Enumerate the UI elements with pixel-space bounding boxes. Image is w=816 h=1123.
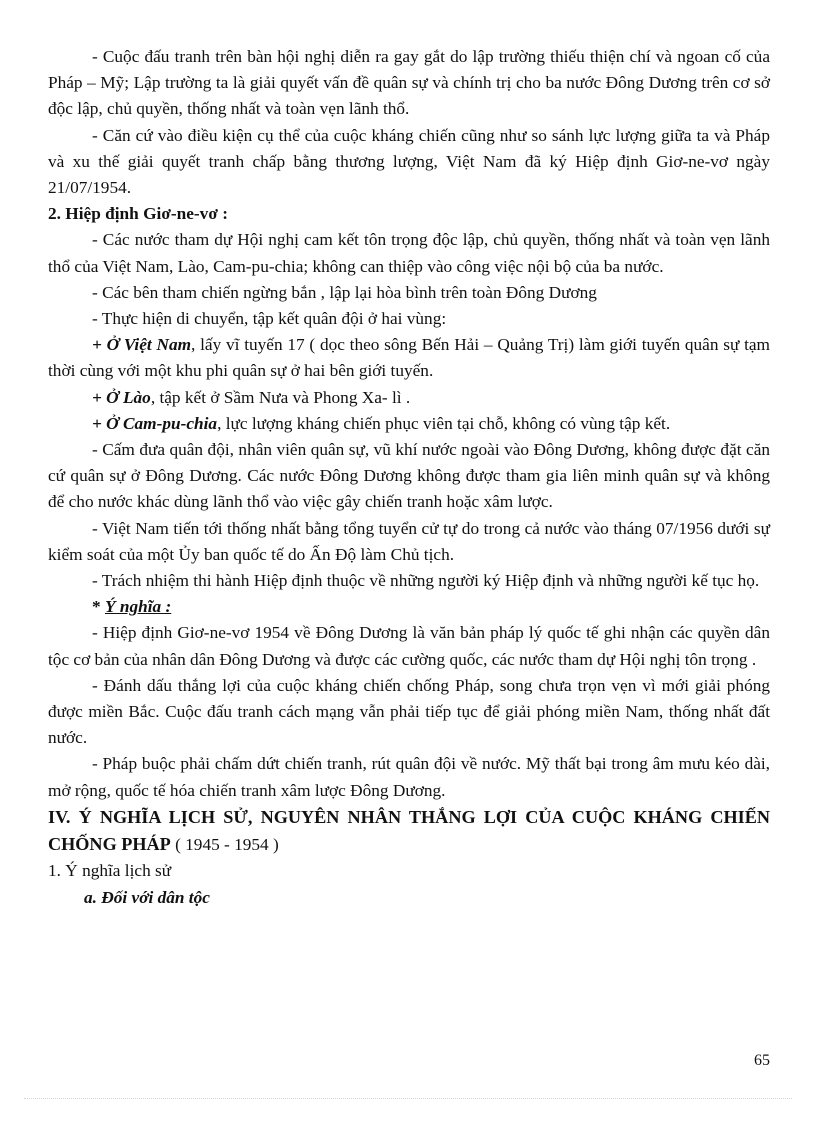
ynghia-label: Ý nghĩa :	[104, 597, 172, 617]
paragraph: - Pháp buộc phải chấm dứt chiến tranh, rút quân đội về nước. Mỹ thất bại trong âm mưu kéo dài, mở rộng, quốc tế hóa chiến tranh xâm lược Đông Dương.	[48, 754, 770, 800]
chapter-heading	[48, 804, 770, 858]
paragraph: - Cuộc đấu tranh trên bàn hội nghị diễn ra gay gắt do lập trường thiếu thiện chí và ngoan cố của Pháp – Mỹ; Lập trường ta là giải quyết vấn đề quân sự và chính trị cho ba nước Đông Dương trên cơ sở độc lập, chủ quyền, thống nhất và toàn vẹn lãnh thổ.	[48, 47, 770, 119]
paragraph: - Trách nhiệm thi hành Hiệp định thuộc về những người ký Hiệp định và những người kế tục họ.	[92, 571, 760, 591]
paragraph: - Các bên tham chiến ngừng bắn , lập lại hòa bình trên toàn Đông Dương	[92, 282, 597, 302]
paragraph: - Hiệp định Giơ-ne-vơ 1954 về Đông Dương là văn bản pháp lý quốc tế ghi nhận các quyền dân tộc cơ bản của nhân dân Đông Dương và được các cường quốc, các nước tham dự Hội nghị tôn trọng .	[48, 623, 770, 669]
footer-divider	[24, 1098, 792, 1099]
paragraph: - Các nước tham dự Hội nghị cam kết tôn trọng độc lập, chủ quyền, thống nhất và toàn vẹn lãnh thổ của Việt Nam, Lào, Cam-pu-chia; không can thiệp vào công việc nội bộ của ba nước.	[48, 230, 770, 276]
list-item-lao	[48, 385, 770, 411]
list-item-cambodia	[48, 411, 770, 437]
paragraph: - Căn cứ vào điều kiện cụ thể của cuộc kháng chiến cũng như so sánh lực lượng giữa ta và Pháp và xu thế giải quyết tranh chấp bằng thương lượng, Việt Nam đã ký Hiệp định Giơ-ne-vơ ngày 21/07/1954.	[48, 125, 770, 198]
document-page	[48, 44, 770, 911]
cambodia-text: , lực lượng kháng chiến phục viên tại chỗ, không có vùng tập kết.	[217, 413, 671, 433]
page-number: 65	[754, 1052, 770, 1069]
cambodia-label: + Ở Cam-pu-chia	[92, 413, 218, 433]
lao-text: , tập kết ở Sầm Nưa và Phong Xa- lì .	[150, 387, 411, 407]
paragraph: - Đánh dấu thắng lợi của cuộc kháng chiến chống Pháp, song chưa trọn vẹn vì mới giải phóng được miền Bắc. Cuộc đấu tranh cách mạng vẫn phải tiếp tục để giải phóng miền Nam, thống nhất đất nước.	[48, 675, 770, 748]
ynghia-heading	[48, 594, 770, 620]
vietnam-text: , lấy vĩ tuyến 17 ( dọc theo sông Bến Hải – Quảng Trị) làm giới tuyến quân sự tạm thời cùng với một khu phi quân sự ở hai bên giới tuyến.	[48, 335, 770, 381]
section-heading: 2. Hiệp định Giơ-ne-vơ :	[48, 204, 228, 224]
paragraph: - Việt Nam tiến tới thống nhất bằng tổng tuyển cử tự do trong cả nước vào tháng 07/1956 dưới sự kiểm soát của một Ủy ban quốc tế do Ấn Độ làm Chủ tịch.	[48, 518, 770, 564]
paragraph: - Cấm đưa quân đội, nhân viên quân sự, vũ khí nước ngoài vào Đông Dương, không được đặt căn cứ quân sự ở Đông Dương. Các nước Đông Dương không được tham gia liên minh quân sự và không để cho nước khác dùng lãnh thổ vào việc gây chiến tranh hoặc xâm lược.	[48, 440, 770, 512]
subsection-heading: 1. Ý nghĩa lịch sử	[48, 861, 172, 881]
vietnam-label: + Ở Việt Nam	[92, 335, 192, 355]
subsubsection-heading: a. Đối với dân tộc	[84, 887, 210, 907]
chapter-heading-main: IV. Ý NGHĨA LỊCH SỬ, NGUYÊN NHÂN THẮNG LỢI CỦA CUỘC KHÁNG CHIẾN CHỐNG PHÁP	[48, 806, 770, 855]
chapter-heading-years: ( 1945 - 1954 )	[170, 835, 279, 855]
ynghia-star: *	[92, 597, 105, 617]
list-item-vietnam	[48, 332, 770, 384]
paragraph: - Thực hiện di chuyển, tập kết quân đội ở hai vùng:	[92, 309, 447, 329]
lao-label: + Ở Lào	[92, 387, 151, 407]
